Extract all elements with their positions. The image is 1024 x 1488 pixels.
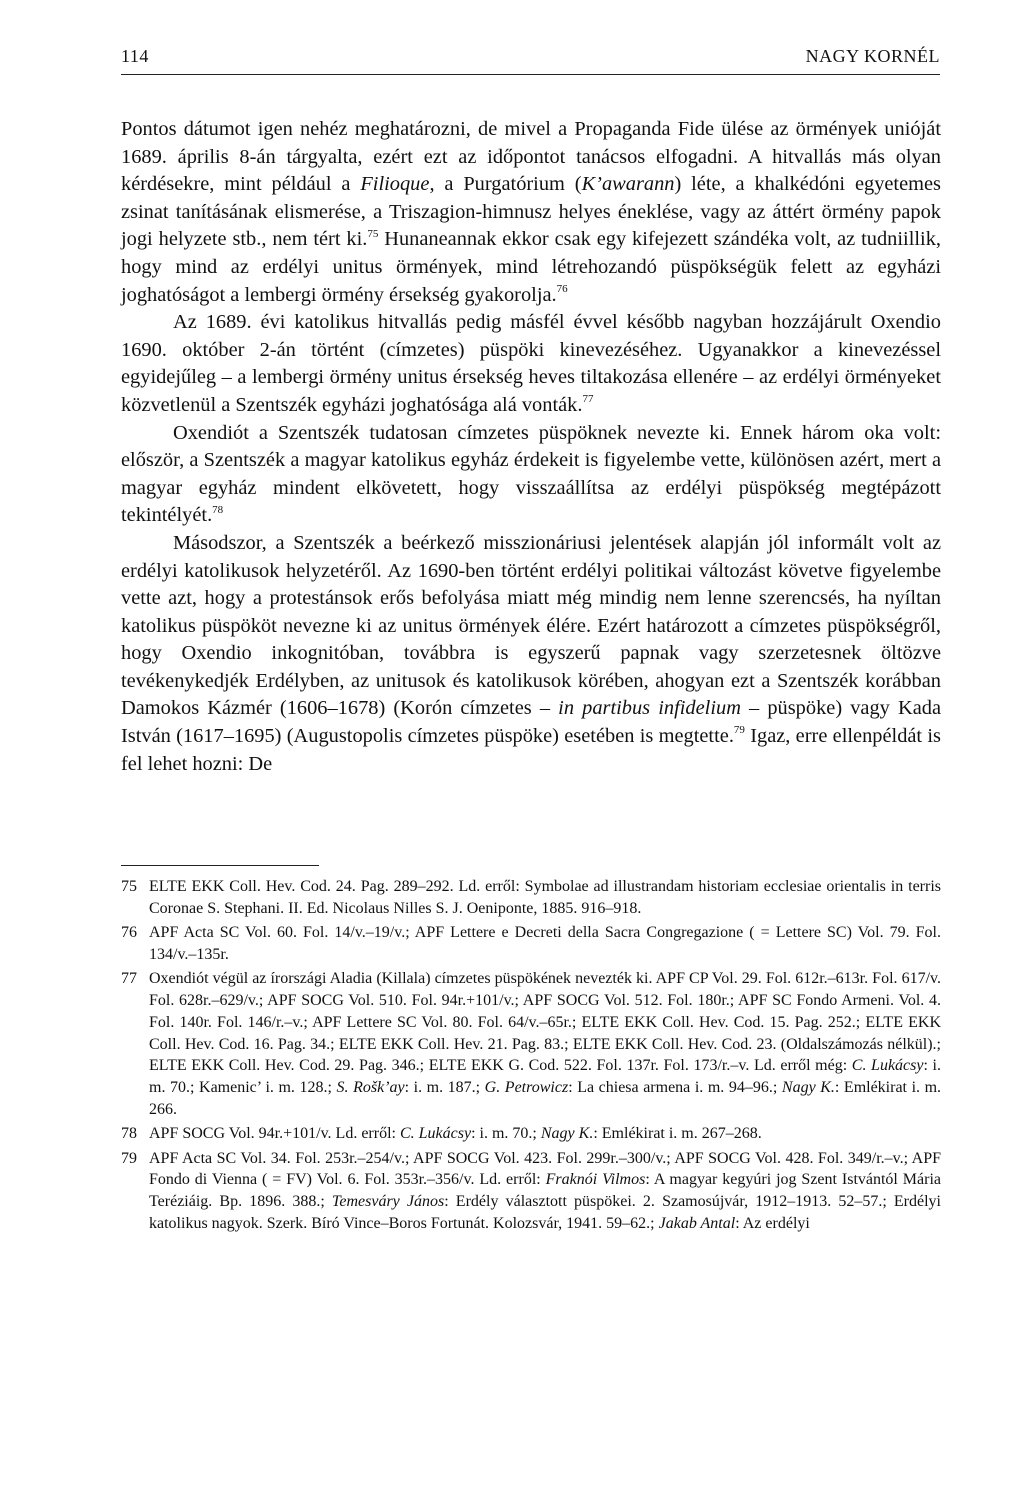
- body-paragraph: Pontos dátumot igen nehéz meghatározni, de mivel a Propaganda Fide ülése az örmények unióját 1689. április 8-án tárgyalta, ezért ezt az időpontot tanácsos elfogadni. A hitvallás más olyan kérdésekre, mint például a Filioque, a Purgatórium (K’awarann) léte, a khalkédóni egyetemes zsinat tanításának elismerése, a Triszagion-himnusz helyes éneklése, vagy az áttért örmény papok jogi helyzete stb., nem tért ki.$^{75}$ Hunaneannak ekkor csak egy kifejezett szándéka volt, az tudniillik, hogy mind az erdélyi unitus örmények, mind létrehozandó püspökségük felett az egyházi joghatóságot a lembergi örmény érsekség gyakorolja.$^{76}$: [121, 118, 941, 306]
- footnote-number: 77: [121, 970, 137, 988]
- footnote-number: 79: [121, 1149, 137, 1167]
- footnote-number: 75: [121, 878, 137, 895]
- footnote-text: APF Acta SC Vol. 60. Fol. 14/v.–19/v.; APF Lettere e Decreti della Sacra Congregazione ( = Lettere SC) Vol. 79. Fol. 134/v.–135r.: [149, 924, 941, 963]
- footnote-text: APF SOCG Vol. 94r.+101/v. Ld. erről: C. Lukácsy: i. m. 70.; Nagy K.: Emlékirat i. m. 267–268.: [149, 1125, 762, 1143]
- footnote-text: APF Acta SC Vol. 34. Fol. 253r.–254/v.; APF SOCG Vol. 423. Fol. 299r.–300/v.; APF SOCG Vol. 428. Fol. 349/r.–v.; APF Fondo di Vienna ( = FV) Vol. 6. Fol. 353r.–356/v. Ld. erről: Fraknói Vilmos: A magyar kegyúri jog Szent Istvántól Mária Teréziáig. Bp. 1896. 388.; Temesváry János: Erdély választott püspökei. 2. Szamosújvár, 1912–1913. 52–57.; Erdélyi katolikus nagyok. Szerk. Bíró Vince–Boros Fortunát. Kolozsvár, 1941. 59–62.; Jakab Antal: Az erdélyi: [149, 1149, 941, 1232]
- page-header: [121, 46, 940, 80]
- footnote-text: ELTE EKK Coll. Hev. Cod. 24. Pag. 289–292. Ld. erről: Symbolae ad illustrandam historiam ecclesiae orientalis in terris Coronae S. Stephani. II. Ed. Nicolaus Nilles S. J. Oeniponte, 1885. 916–918.: [149, 878, 941, 917]
- main-text: [121, 116, 941, 778]
- footnote: [121, 876, 941, 920]
- footnote: [121, 968, 941, 1121]
- header-rule: [121, 74, 940, 75]
- footnote-separator: [121, 865, 319, 866]
- footnote: [121, 922, 941, 966]
- footnote: [121, 1123, 941, 1145]
- footnotes: [121, 876, 941, 1237]
- footnote-number: 78: [121, 1125, 137, 1143]
- body-paragraph: Másodszor, a Szentszék a beérkező misszionáriusi jelentések alapján jól informált volt az erdélyi katolikusok helyzetéről. Az 1690-ben történt erdélyi politikai változást követve figyelembe vette azt, hogy a protestánsok erős befolyása miatt még mindig nem lenne szerencsés, ha nyíltan katolikus püspököt nevezne ki az unitus örmények élére. Ezért határozott a címzetes püspökségről, hogy Oxendio inkognitóban, továbbra is egyszerű papnak vagy szerzetesnek öltözve tevékenykedjék Erdélyben, az unitusok és katolikusok körében, ahogyan ezt a Szentszék korábban Damokos Kázmér (1606–1678) (Korón címzetes – in partibus infidelium – püspöke) vagy Kada István (1617–1695) (Augustopolis címzetes püspöke) esetében is megtette.$^{79}$ Igaz, erre ellenpéldát is fel lehet hozni: De: [121, 531, 941, 775]
- body-paragraph: Az 1689. évi katolikus hitvallás pedig másfél évvel később nagyban hozzájárult Oxendio 1690. október 2-án történt (címzetes) püspöki kinevezéséhez. Ugyanakkor a kinevezéssel egyidejűleg – a lembergi örmény unitus érsekség heves tiltakozása ellenére – az erdélyi örményeket közvetlenül a Szentszék egyházi joghatósága alá vonták.$^{77}$: [121, 311, 941, 416]
- page-number: 114: [121, 46, 149, 66]
- footnote-text: Oxendiót végül az írországi Aladia (Killala) címzetes püspökének nevezték ki. APF CP Vol. 29. Fol. 612r.–613r. Fol. 617/v. Fol. 628r.–629/v.; APF SOCG Vol. 510. Fol. 94r.+101/v.; APF SOCG Vol. 512. Fol. 180r.; APF SC Fondo Armeni. Vol. 4. Fol. 140r. Fol. 146/r.–v.; APF Lettere SC Vol. 80. Fol. 64/v.–65r.; ELTE EKK Coll. Hev. Cod. 15. Pag. 252.; ELTE EKK Coll. Hev. Cod. 16. Pag. 34.; ELTE EKK Coll. Hev. 21. Pag. 83.; ELTE EKK Coll. Hev. Cod. 23. (Oldalszámozás nélkül).; ELTE EKK Coll. Hev. Cod. 29. Pag. 346.; ELTE EKK G. Cod. 522. Fol. 137r. Fol. 173/r.–v. Ld. erről még: C. Lukácsy: i. m. 70.; Kamenic’ i. m. 128.; S. Rošk’ay: i. m. 187.; G. Petrowicz: La chiesa armena i. m. 94–96.; Nagy K.: Emlékirat i. m. 266.: [149, 970, 942, 1118]
- body-paragraph: Oxendiót a Szentszék tudatosan címzetes püspöknek nevezte ki. Ennek három oka volt: először, a Szentszék a magyar katolikus egyház érdekeit is figyelembe vette, különösen azért, mert a magyar egyház mindent elkövetett, hogy visszaállítsa az erdélyi püspökség megtépázott tekintélyét.$^{78}$: [121, 421, 941, 527]
- footnote: [121, 1148, 941, 1235]
- footnote-number: 76: [121, 924, 137, 942]
- running-head: NAGY KORNÉL: [805, 46, 940, 66]
